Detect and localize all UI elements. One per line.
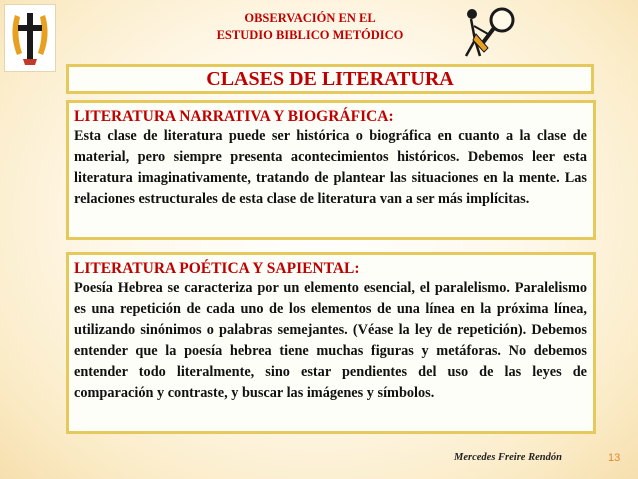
page-number: 13: [608, 452, 621, 464]
header-title: [180, 10, 440, 44]
section-body: Esta clase de literatura puede ser histórica o biográfica en cuanto a la clase de material, pero siempre presenta acontecimientos históricos. Debemos leer esta literatura imaginativamente, tratando de plantear las situaciones en la mente. Las relaciones estructurales de esta clase de literatura van a ser más implícitas.: [74, 128, 587, 207]
section-poetica: [66, 252, 596, 434]
section-narrativa: [66, 100, 596, 240]
header-line-1: OBSERVACIÓN EN EL: [244, 11, 376, 25]
author-credit: Mercedes Freire Rendón: [454, 452, 562, 463]
header-line-2: ESTUDIO BIBLICO METÓDICO: [216, 28, 404, 42]
magnifier-figure-icon: [458, 4, 522, 62]
slide-title: CLASES DE LITERATURA: [66, 64, 594, 94]
cross-emblem-icon: [4, 4, 56, 72]
section-heading: LITERATURA NARRATIVA Y BIOGRÁFICA:: [74, 108, 394, 125]
section-body: Poesía Hebrea se caracteriza por un elemento esencial, el paralelismo. Paralelismo es una repetición de cada uno de los elementos de una línea en la próxima línea, utilizando sinónimos o palabras semejantes. (Véase la ley de repetición). Debemos entender que la poesía hebrea tiene muchas figuras y metáforas. No debemos entender todo literalmente, sino estar pendientes del uso de las leyes de comparación y contraste, y buscar las imágenes y símbolos.: [74, 280, 587, 401]
section-heading: LITERATURA POÉTICA Y SAPIENTAL:: [74, 260, 360, 277]
